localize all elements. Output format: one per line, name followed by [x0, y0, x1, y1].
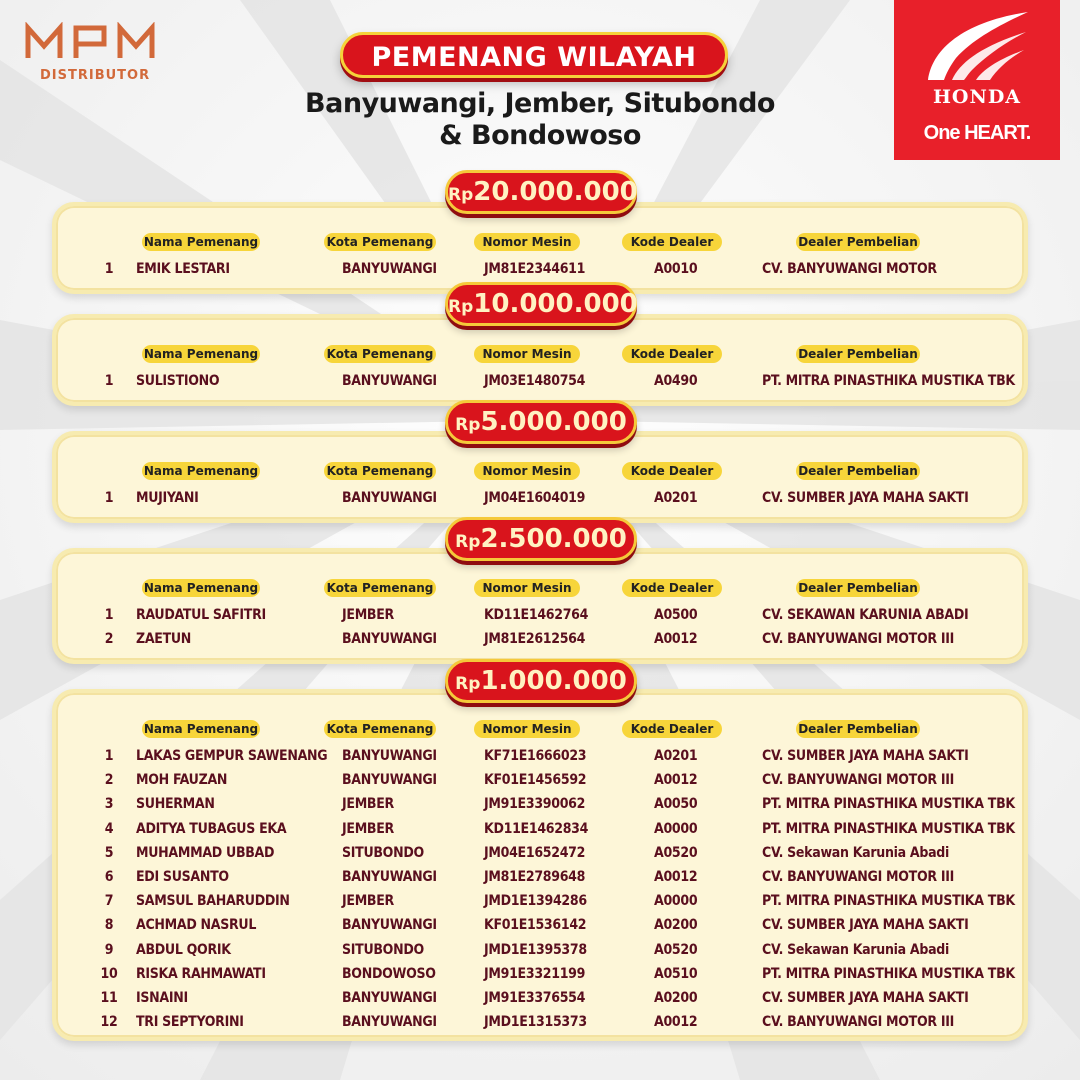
winner-number: 1 — [104, 261, 114, 277]
winner-city: SITUBONDO — [342, 941, 424, 958]
winner-dealer: CV. BANYUWANGI MOTOR III — [762, 1014, 955, 1031]
winner-dealer: CV. SUMBER JAYA MAHA SAKTI — [762, 917, 969, 934]
winner-dealer-code: A0012 — [654, 772, 698, 789]
winner-city: BANYUWANGI — [342, 631, 437, 648]
prize-amount-badge — [445, 517, 637, 561]
prize-amount-badge — [445, 170, 637, 214]
winner-city: JEMBER — [342, 796, 394, 813]
winner-number: 1 — [104, 607, 114, 623]
col-header-city: Kota Pemenang — [324, 462, 436, 480]
col-header-name: Nama Pemenang — [143, 464, 259, 478]
col-header-dealer: Dealer Pembelian — [796, 462, 920, 480]
winner-dealer-code: A0500 — [654, 607, 698, 623]
winner-dealer-code: A0012 — [654, 869, 698, 885]
winner-number: 11 — [100, 990, 118, 1006]
winner-dealer-code: A0010 — [654, 261, 698, 277]
col-header-city: Kota Pemenang — [324, 720, 436, 738]
winner-dealer-code: A0490 — [654, 373, 698, 389]
col-header-dealer-code: Kode Dealer — [622, 462, 722, 480]
winner-number: 12 — [100, 1014, 118, 1031]
winner-engine-number: KF01E1456592 — [484, 772, 587, 789]
col-header-dealer-code: Kode Dealer — [622, 720, 722, 738]
col-header-dealer-code: Kode Dealer — [622, 579, 722, 597]
winner-engine-number: JM81E2344611 — [484, 261, 586, 277]
winner-number: 1 — [104, 373, 114, 389]
winner-name: ISNAINI — [136, 990, 188, 1006]
col-header-dealer-code: Kode Dealer — [622, 345, 722, 363]
winner-dealer: CV. SEKAWAN KARUNIA ABADI — [762, 607, 969, 623]
winner-engine-number: KD11E1462764 — [484, 607, 589, 623]
winner-dealer: PT. MITRA PINASTHIKA MUSTIKA TBK — [762, 796, 1015, 813]
mpm-logo — [24, 22, 164, 86]
winner-dealer-code: A0000 — [654, 820, 698, 837]
winner-name: SAMSUL BAHARUDDIN — [136, 893, 290, 910]
prize-panel — [52, 689, 1028, 1041]
winner-engine-number: JM04E1652472 — [484, 844, 586, 861]
prize-panel — [52, 314, 1028, 406]
winner-number: 10 — [100, 965, 118, 982]
winner-dealer: CV. BANYUWANGI MOTOR III — [762, 631, 955, 648]
winner-dealer: CV. BANYUWANGI MOTOR — [762, 261, 937, 277]
winner-name: EDI SUSANTO — [136, 869, 229, 885]
winner-city: SITUBONDO — [342, 844, 424, 861]
prize-amount: 10.000.000 — [473, 289, 638, 319]
winner-dealer-code: A0201 — [654, 490, 698, 506]
winner-name: EMIK LESTARI — [136, 261, 230, 277]
winner-dealer: CV. SUMBER JAYA MAHA SAKTI — [762, 490, 969, 506]
winner-engine-number: JM03E1480754 — [484, 373, 586, 389]
winner-name: ACHMAD NASRUL — [136, 917, 257, 934]
winner-dealer-code: A0510 — [654, 965, 698, 982]
winner-dealer-code: A0200 — [654, 990, 698, 1006]
winner-dealer-code: A0520 — [654, 941, 698, 958]
winner-number: 4 — [104, 820, 114, 837]
winner-engine-number: JM91E3376554 — [484, 990, 586, 1006]
col-header-name: Nama Pemenang — [143, 581, 259, 595]
honda-tagline: One HEART. — [923, 122, 1031, 144]
winner-number: 7 — [104, 893, 114, 910]
prize-currency: Rp — [455, 415, 481, 435]
prize-panel — [52, 548, 1028, 664]
winner-city: BANYUWANGI — [342, 1014, 437, 1031]
winner-engine-number: JM81E2789648 — [484, 869, 586, 885]
winner-dealer-code: A0520 — [654, 844, 698, 861]
honda-logo — [894, 0, 1060, 160]
col-header-dealer-code: Kode Dealer — [622, 233, 722, 251]
winner-name: SULISTIONO — [136, 373, 220, 389]
prize-currency: Rp — [448, 185, 474, 205]
winner-city: BANYUWANGI — [342, 261, 437, 277]
prize-amount: 1.000.000 — [480, 666, 627, 696]
winner-engine-number: KF71E1666023 — [484, 748, 587, 764]
prize-currency: Rp — [455, 674, 481, 694]
winner-city: BANYUWANGI — [342, 917, 437, 934]
winner-name: MOH FAUZAN — [136, 772, 228, 789]
winner-number: 9 — [104, 941, 114, 958]
winner-dealer: CV. SUMBER JAYA MAHA SAKTI — [762, 748, 969, 764]
winner-name: ADITYA TUBAGUS EKA — [136, 820, 287, 837]
winner-city: JEMBER — [342, 607, 394, 623]
winner-city: JEMBER — [342, 820, 394, 837]
winner-engine-number: JMD1E1395378 — [484, 941, 587, 958]
winner-city: JEMBER — [342, 893, 394, 910]
winner-city: BANYUWANGI — [342, 990, 437, 1006]
winner-city: BANYUWANGI — [342, 490, 437, 506]
winner-dealer: PT. MITRA PINASTHIKA MUSTIKA TBK — [762, 820, 1015, 837]
mpm-wordmark-icon — [24, 22, 158, 62]
winner-number: 2 — [104, 631, 114, 648]
winner-engine-number: JM91E3321199 — [484, 965, 586, 982]
page-title: PEMENANG WILAYAH — [340, 32, 728, 78]
winner-name: MUHAMMAD UBBAD — [136, 844, 275, 861]
winner-city: BANYUWANGI — [342, 772, 437, 789]
col-header-city: Kota Pemenang — [324, 345, 436, 363]
winner-name: ABDUL QORIK — [136, 941, 231, 958]
col-header-name: Nama Pemenang — [143, 235, 259, 249]
winner-name: ZAETUN — [136, 631, 192, 648]
winner-name: RISKA RAHMAWATI — [136, 965, 266, 982]
col-header-engine: Nomor Mesin — [474, 345, 580, 363]
honda-wordmark: HONDA — [932, 86, 1022, 108]
winner-number: 5 — [104, 844, 114, 861]
winner-engine-number: KF01E1536142 — [484, 917, 587, 934]
col-header-city: Kota Pemenang — [324, 233, 436, 251]
prize-currency: Rp — [448, 297, 474, 317]
winner-dealer: PT. MITRA PINASTHIKA MUSTIKA TBK — [762, 373, 1015, 389]
col-header-name: Nama Pemenang — [143, 722, 259, 736]
prize-amount: 20.000.000 — [473, 177, 638, 207]
winner-number: 8 — [104, 917, 114, 934]
col-header-dealer: Dealer Pembelian — [796, 345, 920, 363]
winner-name: RAUDATUL SAFITRI — [136, 607, 266, 623]
col-header-engine: Nomor Mesin — [474, 579, 580, 597]
winner-name: SUHERMAN — [136, 796, 215, 813]
winner-number: 1 — [104, 490, 114, 506]
col-header-dealer: Dealer Pembelian — [796, 720, 920, 738]
winner-dealer: CV. BANYUWANGI MOTOR III — [762, 869, 955, 885]
winner-dealer-code: A0012 — [654, 1014, 698, 1031]
winner-dealer-code: A0200 — [654, 917, 698, 934]
winner-dealer-code: A0050 — [654, 796, 698, 813]
mpm-distributor-label: DISTRIBUTOR — [40, 68, 151, 83]
winner-name: LAKAS GEMPUR SAWENANG — [136, 748, 328, 764]
prize-amount: 5.000.000 — [480, 407, 627, 437]
winner-engine-number: KD11E1462834 — [484, 820, 589, 837]
winner-city: BANYUWANGI — [342, 748, 437, 764]
winner-dealer: CV. BANYUWANGI MOTOR III — [762, 772, 955, 789]
winner-dealer: CV. Sekawan Karunia Abadi — [762, 844, 950, 861]
winner-number: 3 — [104, 796, 114, 813]
prize-panel — [52, 431, 1028, 523]
col-header-dealer: Dealer Pembelian — [796, 579, 920, 597]
region-subtitle-line2: & Bondowoso — [439, 120, 641, 151]
col-header-dealer: Dealer Pembelian — [796, 233, 920, 251]
winner-engine-number: JM81E2612564 — [484, 631, 586, 648]
winner-number: 2 — [104, 772, 114, 789]
winner-dealer-code: A0201 — [654, 748, 698, 764]
winner-number: 6 — [104, 869, 114, 885]
winner-city: BANYUWANGI — [342, 869, 437, 885]
col-header-engine: Nomor Mesin — [474, 462, 580, 480]
col-header-name: Nama Pemenang — [143, 347, 259, 361]
winner-name: TRI SEPTYORINI — [136, 1014, 244, 1031]
prize-amount: 2.500.000 — [480, 524, 627, 554]
winner-dealer-code: A0000 — [654, 893, 698, 910]
winner-dealer: CV. SUMBER JAYA MAHA SAKTI — [762, 990, 969, 1006]
col-header-engine: Nomor Mesin — [474, 233, 580, 251]
winner-dealer: CV. Sekawan Karunia Abadi — [762, 941, 950, 958]
winner-engine-number: JM91E3390062 — [484, 796, 586, 813]
winner-dealer-code: A0012 — [654, 631, 698, 648]
winner-dealer: PT. MITRA PINASTHIKA MUSTIKA TBK — [762, 965, 1015, 982]
winner-city: BANYUWANGI — [342, 373, 437, 389]
winner-number: 1 — [104, 748, 114, 764]
col-header-engine: Nomor Mesin — [474, 720, 580, 738]
winner-engine-number: JMD1E1315373 — [484, 1014, 587, 1031]
region-subtitle-line1: Banyuwangi, Jember, Situbondo — [305, 88, 775, 119]
prize-currency: Rp — [455, 532, 481, 552]
winner-city: BONDOWOSO — [342, 965, 436, 982]
prize-amount-badge — [445, 659, 637, 703]
prize-amount-badge — [445, 400, 637, 444]
winner-engine-number: JM04E1604019 — [484, 490, 586, 506]
winner-engine-number: JMD1E1394286 — [484, 893, 587, 910]
winner-dealer: PT. MITRA PINASTHIKA MUSTIKA TBK — [762, 893, 1015, 910]
col-header-city: Kota Pemenang — [324, 579, 436, 597]
honda-wing-icon — [922, 10, 1032, 84]
prize-amount-badge — [445, 282, 637, 326]
winner-name: MUJIYANI — [136, 490, 199, 506]
prize-panel — [52, 202, 1028, 294]
